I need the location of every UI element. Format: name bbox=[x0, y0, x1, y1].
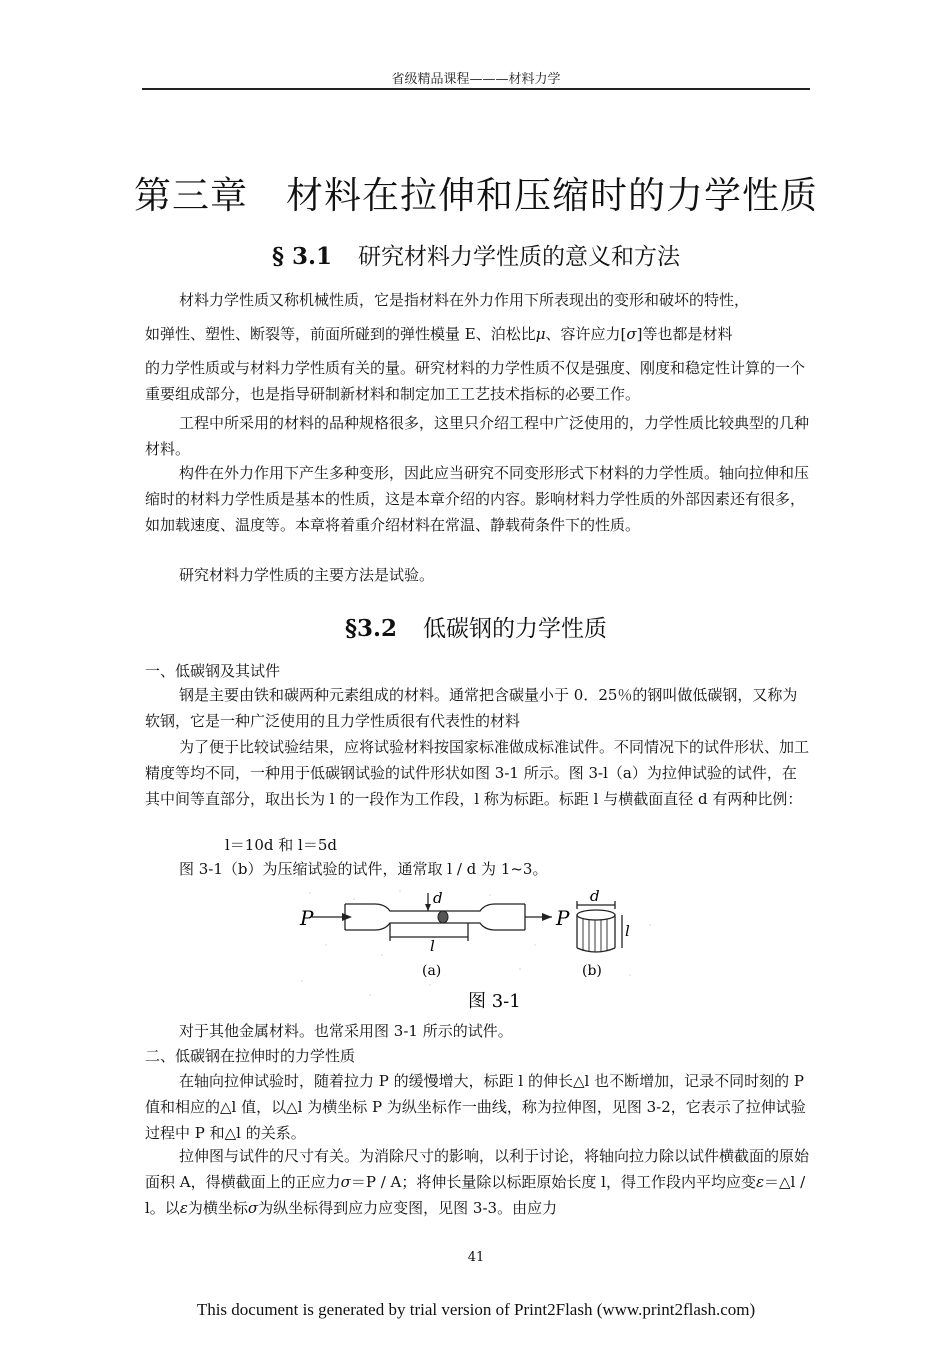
sigma-symbol: σ bbox=[340, 1173, 351, 1191]
section-3-2-para-2: 为了便于比较试验结果，应将试验材料按国家标准做成标准试件。不同情况下的试件形状、加工精度等均不同，一种用于低碳钢试验的试件形状如图 3-1 所示。图 3-l（a）为拉伸试验的试件，在其中间等直部分，取出长为 l 的一段作为工作段，l 称为标距。标距 l 与横截面直径 d 有两种比例： bbox=[145, 738, 810, 808]
section-3-1-para-3: 构件在外力作用下产生多种变形，因此应当研究不同变形形式下材料的力学性质。轴向拉伸和压缩时的材料力学性质是基本的性质，这是本章介绍的内容。影响材料力学性质的外部因素还有很多，如加载速度、温度等。本章将着重介绍材料在常温、静载荷条件下的性质。 bbox=[145, 464, 810, 534]
section-3-2-para-6: 拉伸图与试件的尺寸有关。为消除尺寸的影响，以利于讨论，将轴向拉力除以试件横截面的原始面积 A，得横截面上的正应力σ＝P / A；将伸长量除以标距原始长度 l，得工作段内平均应变ε＝△l / l。以ε为横坐标σ为纵坐标得到应力应变图，见图 3-3。由应力 bbox=[145, 1147, 810, 1217]
chapter-title: 第三章 材料在拉伸和压缩时的力学性质 bbox=[134, 174, 818, 217]
label-l-b: l bbox=[625, 922, 630, 940]
subheading-2: 二、低碳钢在拉伸时的力学性质 bbox=[145, 1047, 356, 1065]
label-d-b: d bbox=[590, 887, 600, 905]
page-number: 41 bbox=[467, 1250, 485, 1265]
section-3-2-heading bbox=[0, 610, 952, 643]
section-3-1-heading bbox=[0, 238, 952, 271]
page-header: 省级精品课程———材料力学 bbox=[391, 72, 561, 87]
section-3-2-para-4: 对于其他金属材料。也常采用图 3-1 所示的试件。 bbox=[179, 1022, 513, 1040]
subheading-1: 一、低碳钢及其试件 bbox=[145, 662, 281, 680]
ratio-formula: l＝10d 和 l＝5d bbox=[225, 836, 337, 854]
scan-noise bbox=[301, 890, 650, 995]
trial-footer: This document is generated by trial version of Print2Flash (www.print2flash.com) bbox=[196, 1300, 756, 1319]
section-3-1-para-4: 研究材料力学性质的主要方法是试验。 bbox=[179, 566, 435, 584]
section-3-2-para-1: 钢是主要由铁和碳两种元素组成的材料。通常把含碳量小于 0．25％的钢叫做低碳钢，又称为软钢，它是一种广泛使用的且力学性质很有代表性的材料 bbox=[145, 686, 798, 730]
epsilon-symbol: ε bbox=[755, 1173, 765, 1191]
gauge-mark bbox=[438, 911, 448, 923]
label-p-right: P bbox=[556, 906, 570, 930]
section-3-1-para-2: 工程中所采用的材料的品种规格很多，这里只介绍工程中广泛使用的，力学性质比较典型的几种材料。 bbox=[145, 414, 810, 458]
section-3-1-para-1: 材料力学性质又称机械性质，它是指材料在外力作用下所表现出的变形和破坏的特性， 如弹性、塑性、断裂等，前面所碰到的弹性模量 E、泊松比μ、容许应力[σ]等也都是材料 的力学性质或与材料力学性质有关的量。研究材料的力学性质不仅是强度、刚度和稳定性计算的一个重要组成部分，也是指导研制新材料和制定加工工艺技术指标的必要工作。 bbox=[145, 291, 806, 403]
figure-caption: 图 3-1 bbox=[468, 991, 521, 1012]
section-3-2-title: 低碳钢的力学性质 bbox=[423, 616, 608, 642]
section-3-1-label: § 3.1 bbox=[271, 243, 333, 270]
label-p-left: P bbox=[300, 906, 314, 930]
label-a: (a) bbox=[422, 963, 442, 979]
label-l-a: l bbox=[430, 937, 435, 955]
section-3-2-label: §3.2 bbox=[344, 615, 398, 642]
sigma-symbol: σ bbox=[247, 1199, 259, 1217]
header-rule bbox=[142, 88, 810, 90]
label-b: (b) bbox=[582, 963, 602, 979]
section-3-1-title: 研究材料力学性质的意义和方法 bbox=[358, 244, 681, 270]
specimen-figure bbox=[290, 885, 660, 1013]
section-3-2-para-5: 在轴向拉伸试验时，随着拉力 P 的缓慢增大，标距 l 的伸长△l 也不断增加，记录不同时刻的 P 值和相应的△l 值，以△l 为横坐标 P 为纵坐标作一曲线，称为拉伸图，见图 3-2，它表示了拉伸试验过程中 P 和△l 的关系。 bbox=[145, 1072, 806, 1142]
sigma-symbol: σ bbox=[626, 325, 637, 343]
section-3-2-para-3: 图 3-1（b）为压缩试验的试件，通常取 l / d 为 1~3。 bbox=[179, 860, 548, 878]
epsilon-symbol: ε bbox=[179, 1199, 188, 1217]
label-d-a: d bbox=[433, 889, 443, 907]
compression-specimen bbox=[577, 901, 622, 952]
mu-symbol: μ bbox=[535, 325, 546, 343]
